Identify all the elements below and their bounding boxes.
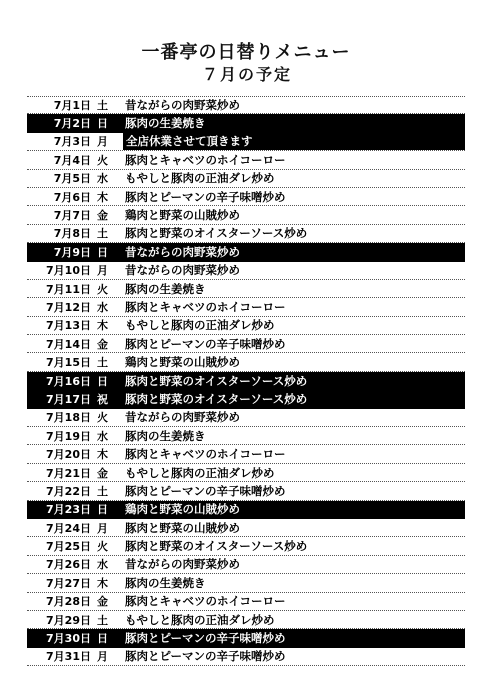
row-day-of-week: 水 [97, 172, 108, 186]
row-date: 7月3日 [53, 135, 91, 149]
row-day-of-week: 金 [97, 595, 108, 609]
row-date: 7月22日 [46, 484, 91, 498]
row-menu-item: 豚肉とピーマンの辛子味噌炒め [125, 189, 286, 204]
row-menu-item: 豚肉とピーマンの辛子味噌炒め [125, 336, 286, 351]
table-row [27, 298, 465, 316]
row-day-of-week: 土 [97, 613, 108, 627]
row-menu-item: 豚肉とキャベツのホイコーロー [125, 299, 286, 314]
table-row [27, 170, 465, 188]
row-date: 7月28日 [46, 595, 91, 609]
table-row [27, 445, 465, 463]
row-date: 7月25日 [46, 540, 91, 554]
row-menu-item: 昔ながらの肉野菜炒め [125, 410, 240, 425]
table-row [27, 537, 465, 555]
row-date: 7月15日 [46, 356, 91, 370]
row-date: 7月26日 [46, 558, 91, 572]
table-row [27, 390, 465, 408]
row-day-of-week: 金 [97, 337, 108, 351]
row-day-of-week: 火 [97, 153, 108, 167]
row-menu-item: 豚肉と野菜のオイスターソース炒め [125, 373, 308, 388]
row-day-of-week: 火 [97, 411, 108, 425]
row-day-of-week: 火 [97, 540, 108, 554]
row-day-of-week: 日 [97, 632, 108, 646]
page-subtitle: ７月の予定 [201, 65, 292, 84]
row-day-of-week: 木 [97, 190, 108, 204]
row-menu-item: もやしと豚肉の正油ダレ炒め [125, 612, 275, 627]
row-menu-item: もやしと豚肉の正油ダレ炒め [125, 318, 275, 333]
row-day-of-week: 水 [97, 558, 108, 572]
table-row [27, 556, 465, 574]
table-row [27, 427, 465, 445]
table-row [27, 96, 465, 114]
row-date: 7月20日 [46, 448, 91, 462]
row-date: 7月24日 [46, 521, 91, 535]
row-day-of-week: 日 [97, 374, 108, 388]
row-date: 7月13日 [46, 319, 91, 333]
table-row [27, 519, 465, 537]
row-date: 7月7日 [53, 209, 91, 223]
row-menu-item: 豚肉とキャベツのホイコーロー [125, 152, 286, 167]
table-row [27, 280, 465, 298]
row-menu-item: 鶏肉と野菜の山賊炒め [125, 502, 240, 517]
row-date: 7月11日 [46, 282, 91, 296]
row-date: 7月14日 [46, 337, 91, 351]
row-menu-item: 豚肉とピーマンの辛子味噌炒め [125, 631, 286, 646]
row-day-of-week: 日 [97, 245, 108, 259]
row-date: 7月17日 [46, 392, 91, 406]
row-day-of-week: 木 [97, 576, 108, 590]
row-day-of-week: 祝 [97, 392, 108, 406]
row-day-of-week: 日 [97, 503, 108, 517]
row-menu-item: 豚肉と野菜のオイスターソース炒め [125, 391, 308, 406]
table-row [27, 648, 465, 666]
row-date: 7月2日 [53, 117, 91, 131]
row-menu-item: 鶏肉と野菜の山賊炒め [125, 355, 240, 370]
table-row [27, 372, 465, 390]
row-day-of-week: 月 [97, 521, 108, 535]
row-day-of-week: 土 [97, 227, 108, 241]
row-date: 7月21日 [46, 466, 91, 480]
row-menu-item: 豚肉の生姜焼き [125, 428, 206, 443]
row-day-of-week: 土 [97, 356, 108, 370]
row-menu-item: 豚肉とピーマンの辛子味噌炒め [125, 649, 286, 664]
row-day-of-week: 木 [97, 448, 108, 462]
row-date: 7月12日 [46, 300, 91, 314]
row-date: 7月29日 [46, 613, 91, 627]
table-row [27, 482, 465, 500]
row-menu-item: 昔ながらの肉野菜炒め [125, 263, 240, 278]
table-row [27, 151, 465, 169]
row-menu-item: 豚肉とキャベツのホイコーロー [125, 447, 286, 462]
table-row [27, 464, 465, 482]
table-row [27, 206, 465, 224]
table-row [27, 593, 465, 611]
table-row [27, 114, 465, 132]
row-date: 7月10日 [46, 264, 91, 278]
row-date: 7月23日 [46, 503, 91, 517]
table-row [27, 188, 465, 206]
row-day-of-week: 金 [97, 466, 108, 480]
row-menu-item: 豚肉の生姜焼き [125, 575, 206, 590]
row-menu-item: 昔ながらの肉野菜炒め [125, 244, 240, 259]
row-menu-item: 豚肉の生姜焼き [125, 116, 206, 131]
row-menu-item: 豚肉と野菜のオイスターソース炒め [125, 226, 308, 241]
row-day-of-week: 土 [97, 99, 108, 113]
row-date: 7月18日 [46, 411, 91, 425]
row-date: 7月19日 [46, 429, 91, 443]
table-row [27, 353, 465, 371]
row-date: 7月1日 [53, 99, 91, 113]
row-date: 7月9日 [53, 245, 91, 259]
table-row [27, 501, 465, 519]
row-date: 7月16日 [46, 374, 91, 388]
row-menu-item: 昔ながらの肉野菜炒め [125, 98, 240, 113]
table-row [27, 409, 465, 427]
row-menu-item: 豚肉と野菜のオイスターソース炒め [125, 539, 308, 554]
row-day-of-week: 月 [97, 135, 108, 149]
row-date: 7月27日 [46, 576, 91, 590]
row-day-of-week: 日 [97, 117, 108, 131]
row-menu-item: 昔ながらの肉野菜炒め [125, 557, 240, 572]
row-date: 7月4日 [53, 153, 91, 167]
row-menu-item: 全店休業させて頂きます [123, 133, 465, 150]
row-date: 7月30日 [46, 632, 91, 646]
table-row [27, 262, 465, 280]
row-day-of-week: 火 [97, 282, 108, 296]
row-menu-item: 豚肉の生姜焼き [125, 281, 206, 296]
row-date: 7月6日 [53, 190, 91, 204]
row-menu-item: もやしと豚肉の正油ダレ炒め [125, 465, 275, 480]
table-row [27, 611, 465, 629]
row-day-of-week: 金 [97, 209, 108, 223]
row-menu-item: 豚肉とキャベツのホイコーロー [125, 594, 286, 609]
row-day-of-week: 月 [97, 650, 108, 664]
row-date: 7月8日 [53, 227, 91, 241]
row-date: 7月5日 [53, 172, 91, 186]
row-day-of-week: 月 [97, 264, 108, 278]
row-menu-item: 豚肉と野菜の山賊炒め [125, 520, 240, 535]
row-menu-item: 豚肉とピーマンの辛子味噌炒め [125, 483, 286, 498]
row-day-of-week: 水 [97, 429, 108, 443]
table-row [27, 133, 465, 151]
row-date: 7月31日 [46, 650, 91, 664]
row-day-of-week: 木 [97, 319, 108, 333]
menu-schedule-table [27, 96, 465, 666]
table-row [27, 574, 465, 592]
row-menu-item: もやしと豚肉の正油ダレ炒め [125, 171, 275, 186]
table-row [27, 317, 465, 335]
page-title: 一番亭の日替りメニュー [141, 42, 351, 63]
table-row [27, 335, 465, 353]
table-row [27, 629, 465, 647]
row-day-of-week: 水 [97, 300, 108, 314]
table-row [27, 243, 465, 261]
table-row [27, 225, 465, 243]
row-menu-item: 鶏肉と野菜の山賊炒め [125, 208, 240, 223]
row-day-of-week: 土 [97, 484, 108, 498]
